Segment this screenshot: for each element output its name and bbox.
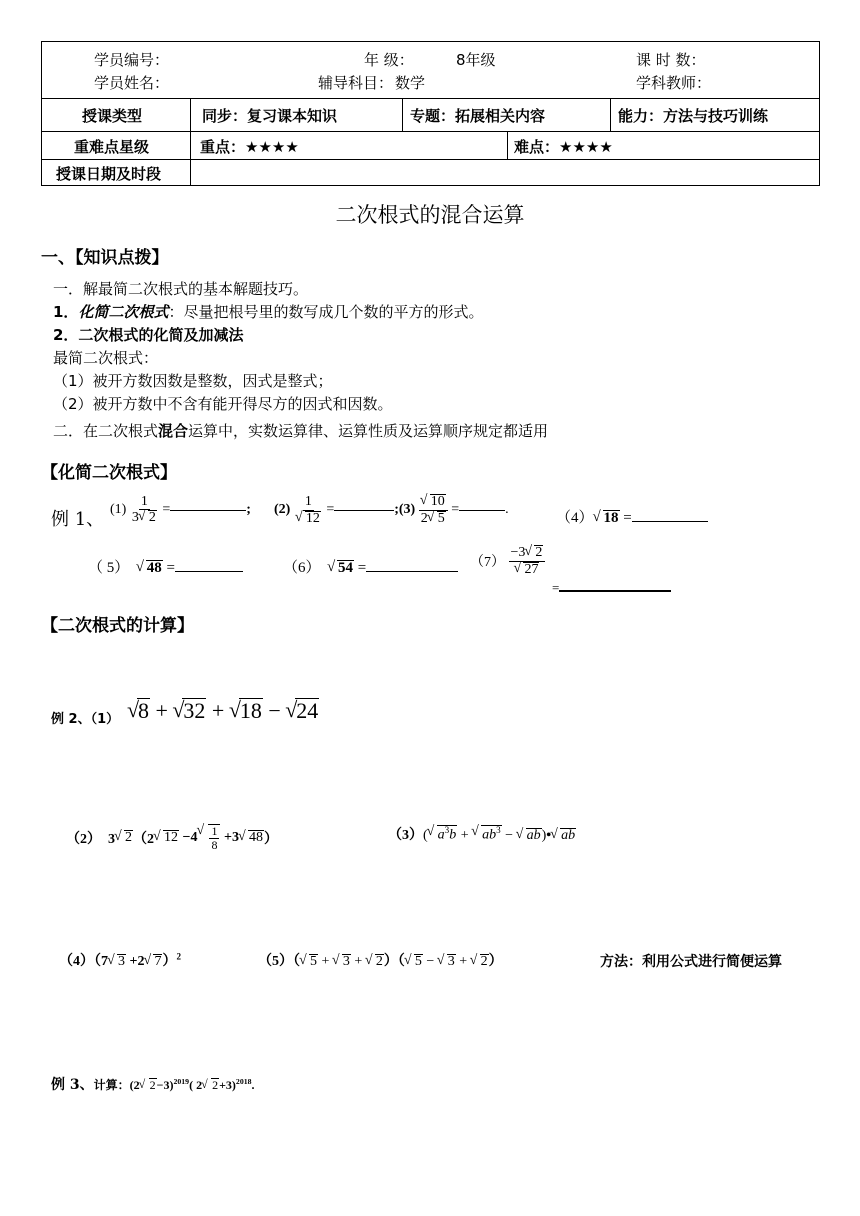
grade-value: 8年级 xyxy=(456,51,496,69)
student-name-label: 学员姓名： xyxy=(94,74,170,92)
knowledge-line xyxy=(53,301,483,322)
ability-label: 能力：方法与技巧训练 xyxy=(618,107,769,125)
exercise-1-1: (1) $\frac{1}{3√ 2}$ = ; xyxy=(110,494,251,526)
section-heading: 一、【知识点拨】 xyxy=(41,248,169,268)
exercise-1-6: （6） √ 54 = xyxy=(283,556,458,577)
divider xyxy=(190,98,191,186)
knowledge-line: 2．二次根式的化简及加减法 xyxy=(53,326,244,344)
exercise-2-5: （5）（√ 5 + √ 3 + √ 2）（√ 5 − √ 3 + √ 2） xyxy=(258,950,503,970)
example-label: 例 1、 xyxy=(51,509,105,530)
difficulty-label: 难点：★★★★ xyxy=(514,138,613,156)
emphasis-term: 混合 xyxy=(158,422,189,440)
sync-label: 同步：复习课本知识 xyxy=(202,107,338,125)
exercise-1-4: （4）√ 18 = xyxy=(556,506,708,527)
divider xyxy=(610,98,611,131)
knowledge-line: （2）被开方数中不含有能开得尽方的因式和因数。 xyxy=(53,395,393,413)
knowledge-line: （1）被开方数因数是整数，因式是整式； xyxy=(53,372,333,390)
line-number: 1． xyxy=(53,303,79,321)
exercise-1-5: （ 5） √ 48 = xyxy=(88,556,243,577)
divider xyxy=(42,98,819,99)
difficulty-rating-label: 重难点星级 xyxy=(74,138,150,156)
knowledge-line: 最简二次根式： xyxy=(53,349,159,367)
line-text: 二．在二次根式 xyxy=(53,422,159,440)
page-title: 二次根式的混合运算 xyxy=(335,203,525,227)
exercise-2-3: （3）(√ $a^3b$ + √ $ab^3$ − √ ab)•√ ab xyxy=(388,824,576,844)
divider xyxy=(42,159,819,160)
exercise-1-2: (2) 1 √ 12 = ;(3) √ $\frac{10}{2√ 5}$ = . xyxy=(274,494,509,526)
line-text: ：尽量把根号里的数写成几个数的平方的形式。 xyxy=(168,303,484,321)
knowledge-line: 一．解最简二次根式的基本解题技巧。 xyxy=(53,280,309,298)
example-label: 例 2、（1） xyxy=(51,712,120,727)
line-text: 运算中，实数运算律、运算性质及运算顺序规定都适用 xyxy=(188,422,549,440)
example-label: 例 3、 xyxy=(51,1077,94,1093)
exercise-1-7: （7） −3√ 2 √ 27 xyxy=(470,545,545,577)
lesson-type-label: 授课类型 xyxy=(82,107,143,125)
method-note: 方法：利用公式进行简便运算 xyxy=(600,954,782,970)
exercise-2-1: √ 8 + √ 32 + √ 18 − √ 24 xyxy=(128,698,319,724)
exercise-1-7-answer: = xyxy=(552,580,671,596)
section-heading: 【二次根式的计算】 xyxy=(41,616,194,636)
subject-value: 数学 xyxy=(395,74,426,92)
knowledge-line xyxy=(53,420,548,441)
key-point-label: 重点：★★★★ xyxy=(200,138,299,156)
section-heading: 【化简二次根式】 xyxy=(41,463,177,483)
exercise-3-expression: (2√ 2−3)$^{2019}$( 2√ 2+3)$^{2018}$. xyxy=(130,1078,255,1092)
grade-label: 年 级： xyxy=(364,51,414,69)
topic-label: 专题：拓展相关内容 xyxy=(410,107,546,125)
exercise-3 xyxy=(51,1074,255,1094)
exercise-2-4: （4）（7√ 3 +2√ 7）$^2$ xyxy=(59,950,181,970)
exercise-2-2: （2） 3√ 2（2√ 12 −4 √ $\frac{1}{8}$ +3√ 48） xyxy=(66,824,278,852)
divider xyxy=(507,131,508,159)
header-table xyxy=(41,41,820,186)
teacher-label: 学科教师： xyxy=(636,74,712,92)
hours-label: 课 时 数： xyxy=(636,51,706,69)
date-label: 授课日期及时段 xyxy=(56,165,162,183)
divider xyxy=(402,98,403,131)
emphasis-term: 化简二次根式 xyxy=(78,303,169,321)
exercise-3-prefix: 计算： xyxy=(93,1078,130,1092)
subject-label: 辅导科目： xyxy=(318,74,394,92)
student-id-label: 学员编号： xyxy=(94,51,170,69)
divider xyxy=(42,131,819,132)
